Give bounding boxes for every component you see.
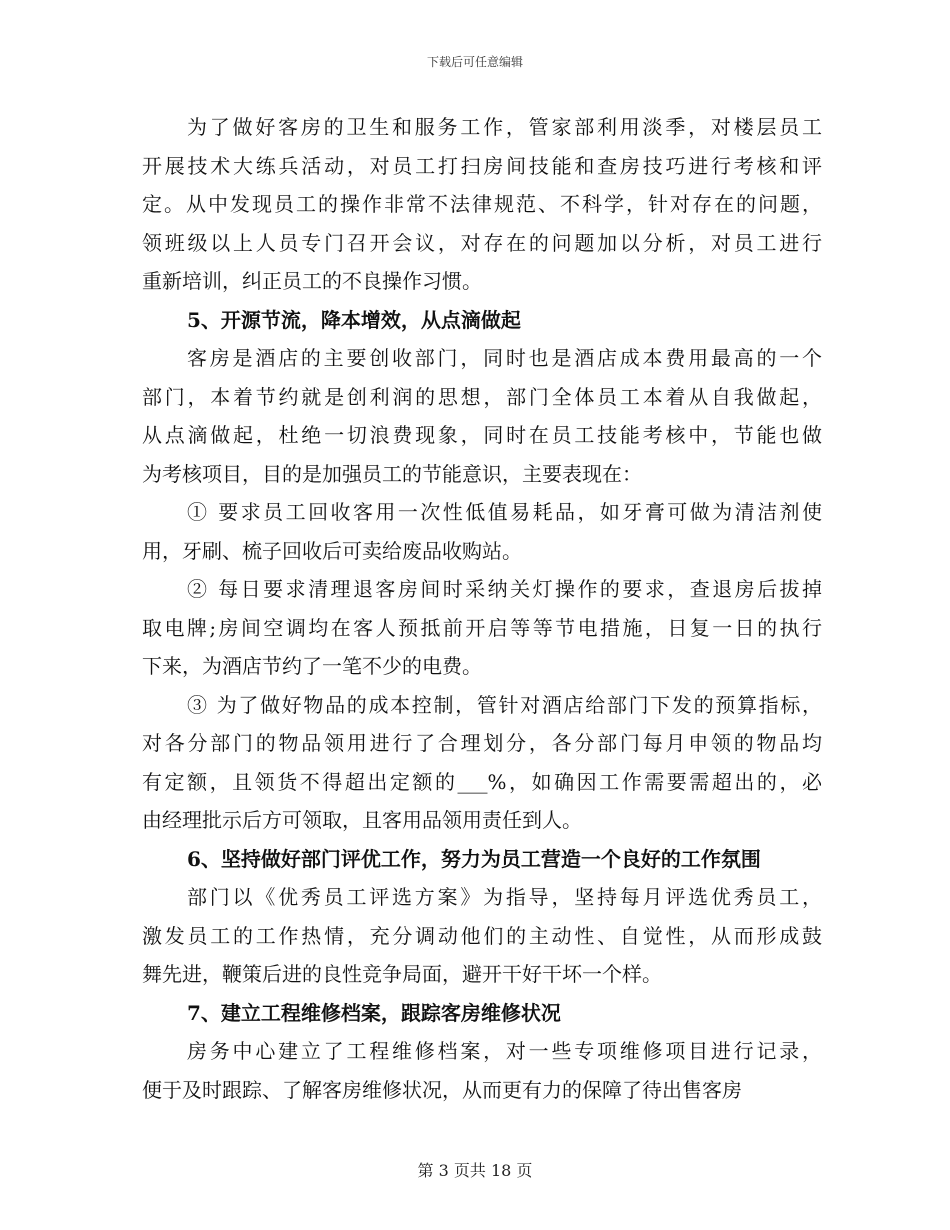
paragraph-line: 部门，本着节约就是创利润的思想，部门全体员工本着从自我做起， [142, 384, 822, 409]
paragraph-line: 舞先进，鞭策后进的良性竞争局面，避开干好干坏一个样。 [142, 962, 662, 986]
section-heading: 5、开源节流，降本增效，从点滴做起 [187, 307, 521, 332]
paragraph-line: ② 每日要求清理退客房间时采纳关灯操作的要求，查退房后拔掉 [187, 577, 822, 601]
paragraph-line: ① 要求员工回收客用一次性低值易耗品，如牙膏可做为清洁剂使 [187, 500, 822, 524]
paragraph-line: 领班级以上人员专门召开会议，对存在的问题加以分析，对员工进行 [142, 230, 822, 255]
paragraph-line: ③ 为了做好物品的成本控制，管针对酒店给部门下发的预算指标， [187, 692, 822, 717]
paragraph-line: 定。从中发现员工的操作非常不法律规范、不科学，针对存在的问题， [142, 192, 822, 216]
paragraph-line: 房务中心建立了工程维修档案，对一些专项维修项目进行记录， [187, 1039, 822, 1063]
section-heading: 6、坚持做好部门评优工作，努力为员工营造一个良好的工作氛围 [187, 846, 761, 871]
paragraph-line: 为考核项目，目的是加强员工的节能意识，主要表现在： [142, 461, 642, 486]
paragraph-line: 为了做好客房的卫生和服务工作，管家部利用淡季，对楼层员工 [187, 115, 822, 139]
paragraph-line: 开展技术大练兵活动，对员工打扫房间技能和查房技巧进行考核和评 [142, 153, 822, 178]
paragraph-line: 从点滴做起，杜绝一切浪费现象，同时在员工技能考核中，节能也做 [142, 423, 822, 447]
section-heading: 7、建立工程维修档案，跟踪客房维修状况 [187, 1000, 561, 1025]
paragraph-line: 激发员工的工作热情，充分调动他们的主动性、自觉性，从而形成鼓 [142, 923, 822, 948]
page-number: 第 3 页共 18 页 [417, 1161, 533, 1180]
paragraph-line: 部门以《优秀员工评选方案》为指导，坚持每月评选优秀员工， [187, 885, 822, 909]
paragraph-line: 便于及时跟踪、了解客房维修状况，从而更有力的保障了待出售客房 [142, 1077, 742, 1102]
document-body [142, 108, 822, 1109]
paragraph-line: 由经理批示后方可领取，且客用品领用责任到人。 [142, 808, 582, 832]
paragraph-line: 用，牙刷、梳子回收后可卖给废品收购站。 [142, 538, 522, 563]
paragraph-line: 客房是酒店的主要创收部门，同时也是酒店成本费用最高的一个 [187, 346, 822, 370]
paragraph-line: 取电牌;房间空调均在客人预抵前开启等等节电措施，日复一日的执行 [142, 615, 822, 640]
paragraph-line: 重新培训，纠正员工的不良操作习惯。 [142, 269, 482, 293]
paragraph-line: 下来，为酒店节约了一笔不少的电费。 [142, 654, 482, 678]
page-header-note: 下载后可任意编辑 [426, 55, 523, 69]
paragraph-line: 对各分部门的物品领用进行了合理划分，各分部门每月申领的物品均 [142, 731, 822, 755]
paragraph-line: 有定额，且领货不得超出定额的___%，如确因工作需要需超出的，必 [142, 769, 822, 794]
